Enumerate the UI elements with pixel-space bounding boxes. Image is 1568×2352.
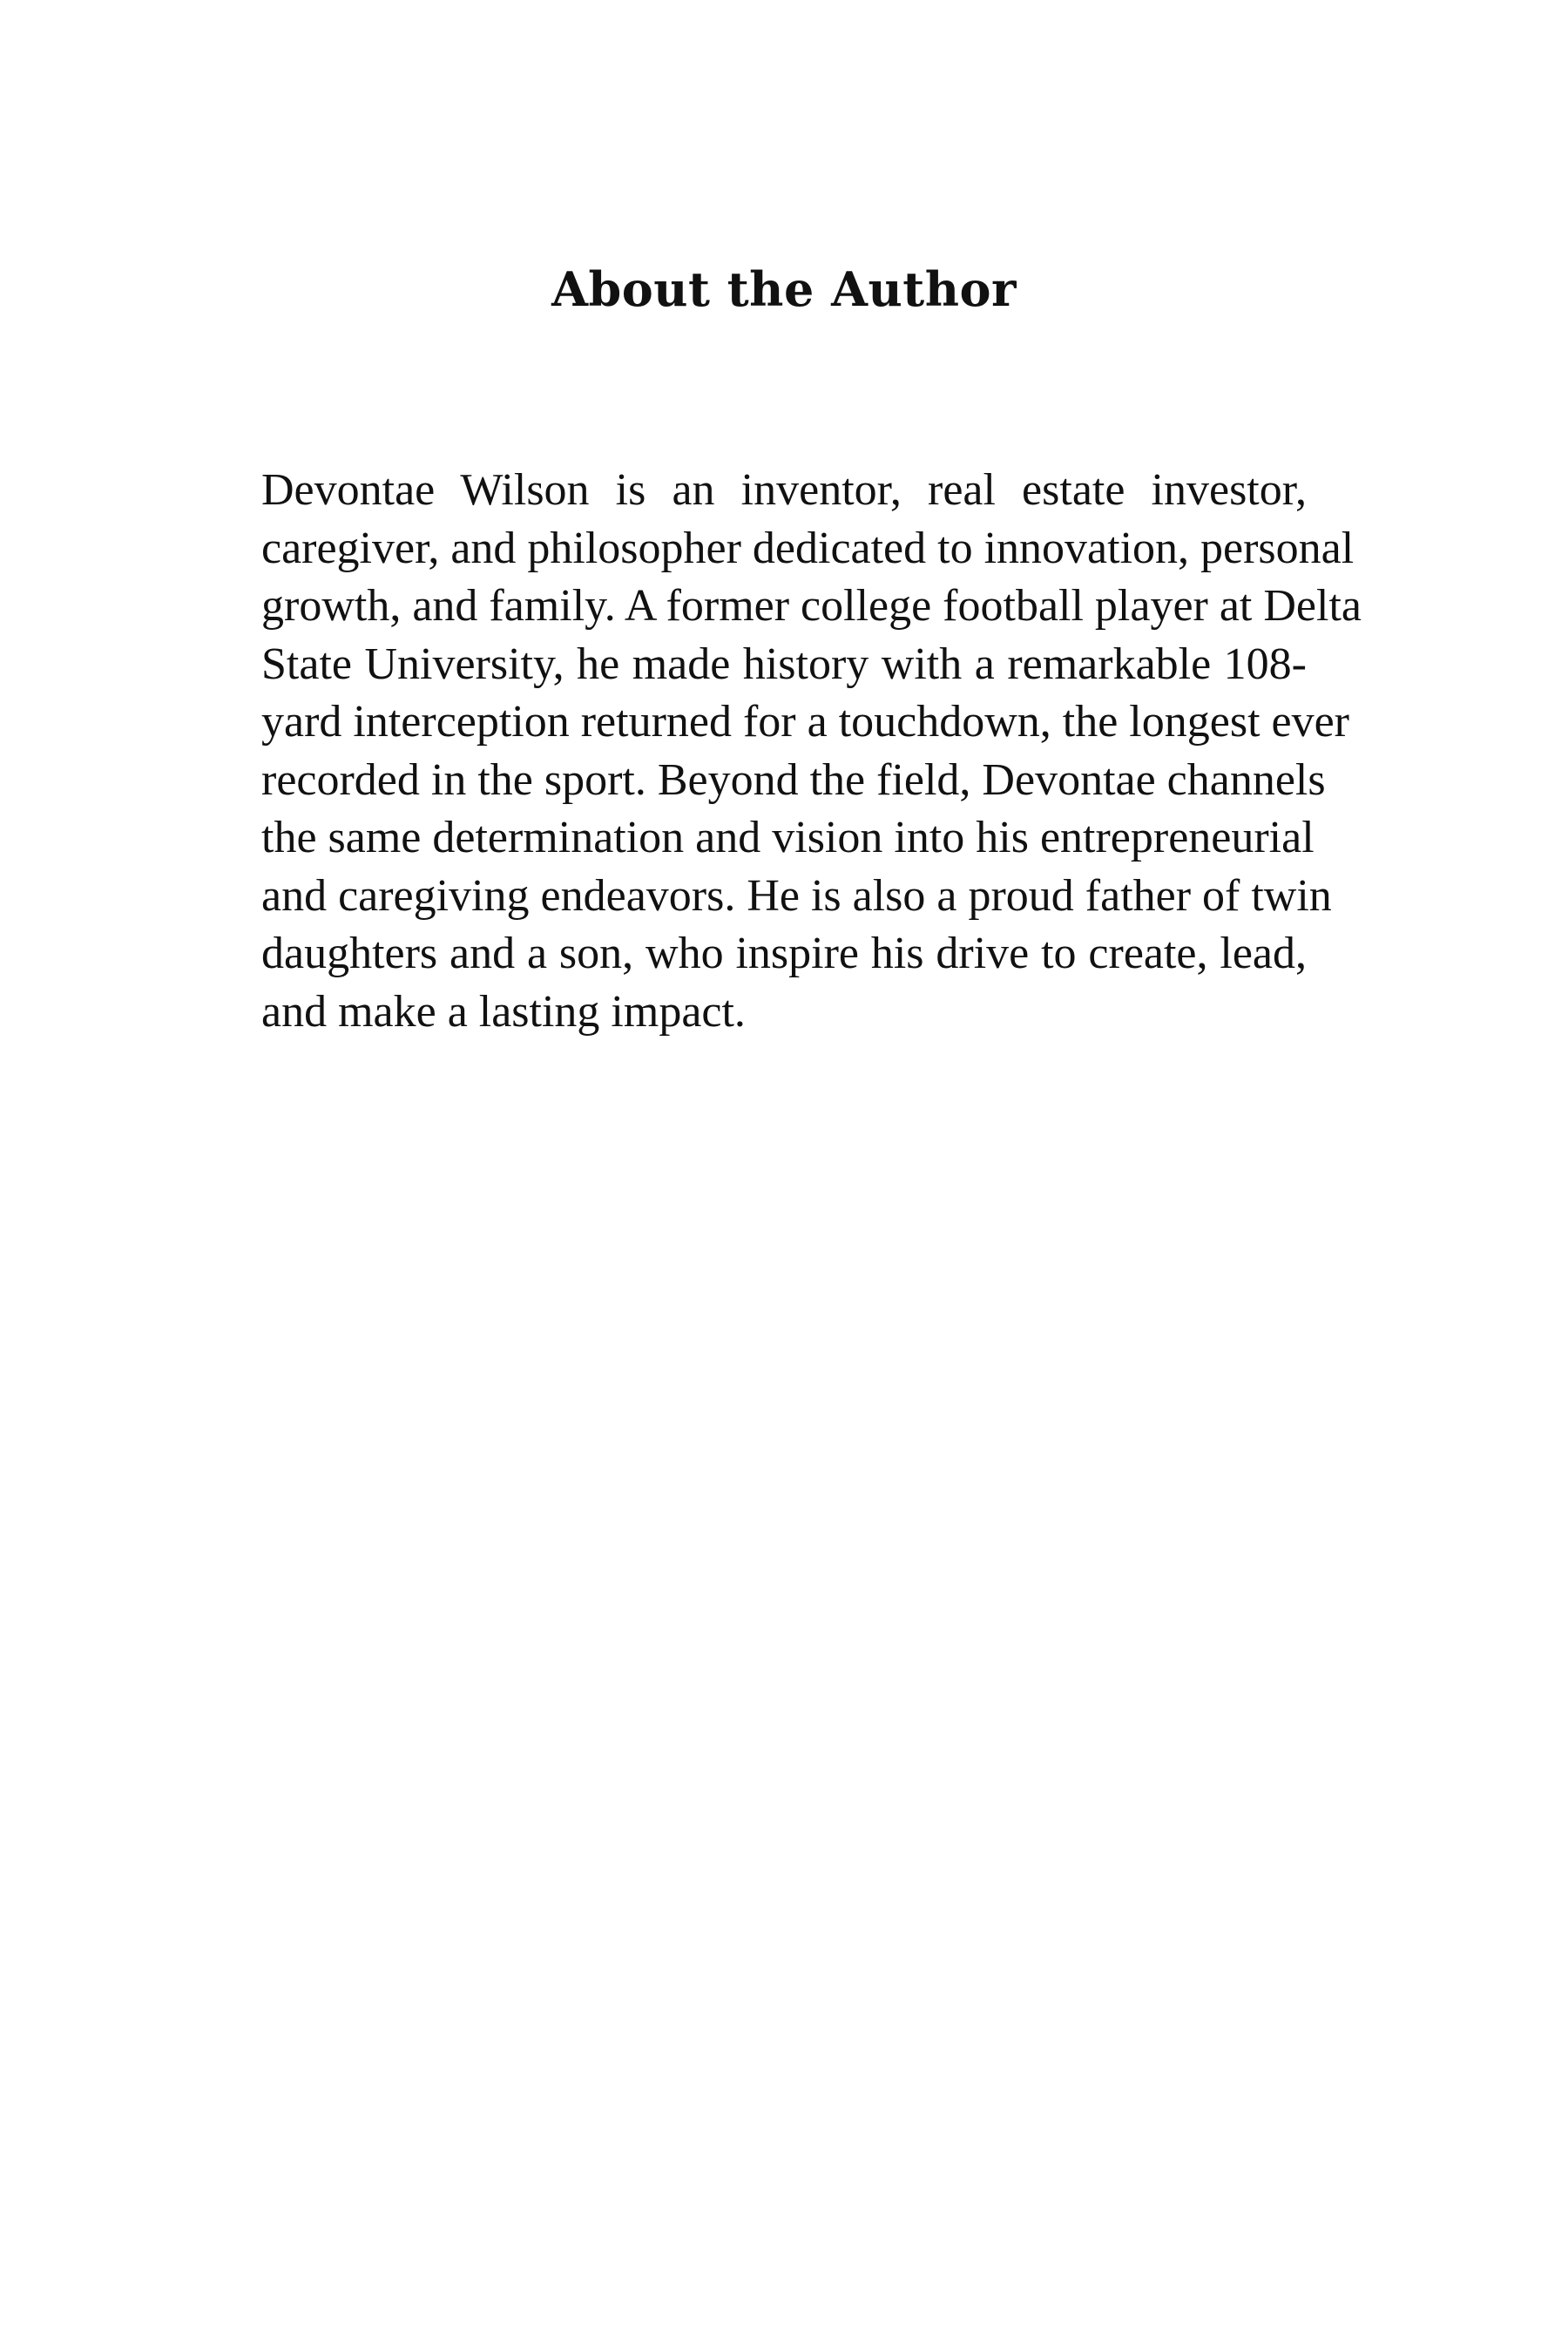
author-bio [261,462,1362,1041]
bio-line: State University, he made history with a remarkable 108- [261,639,1307,689]
bio-line: Devontae Wilson is an inventor, real estate investor, [261,465,1307,515]
bio-line: daughters and a son, who inspire his drive to create, lead, [261,929,1307,978]
bio-line: and make a lasting impact. [261,986,746,1037]
bio-line: and caregiving endeavors. He is also a proud father of twin [261,870,1332,921]
bio-line: the same determination and vision into his entrepreneurial [261,813,1315,862]
bio-line: growth, and family. A former college football player at Delta [261,581,1362,631]
bio-line: yard interception returned for a touchdown, the longest ever [261,697,1349,747]
bio-line: recorded in the sport. Beyond the field, Devontae channels [261,754,1326,805]
page-title: About the Author [551,261,1017,317]
bio-line: caregiver, and philosopher dedicated to innovation, personal [261,523,1355,573]
